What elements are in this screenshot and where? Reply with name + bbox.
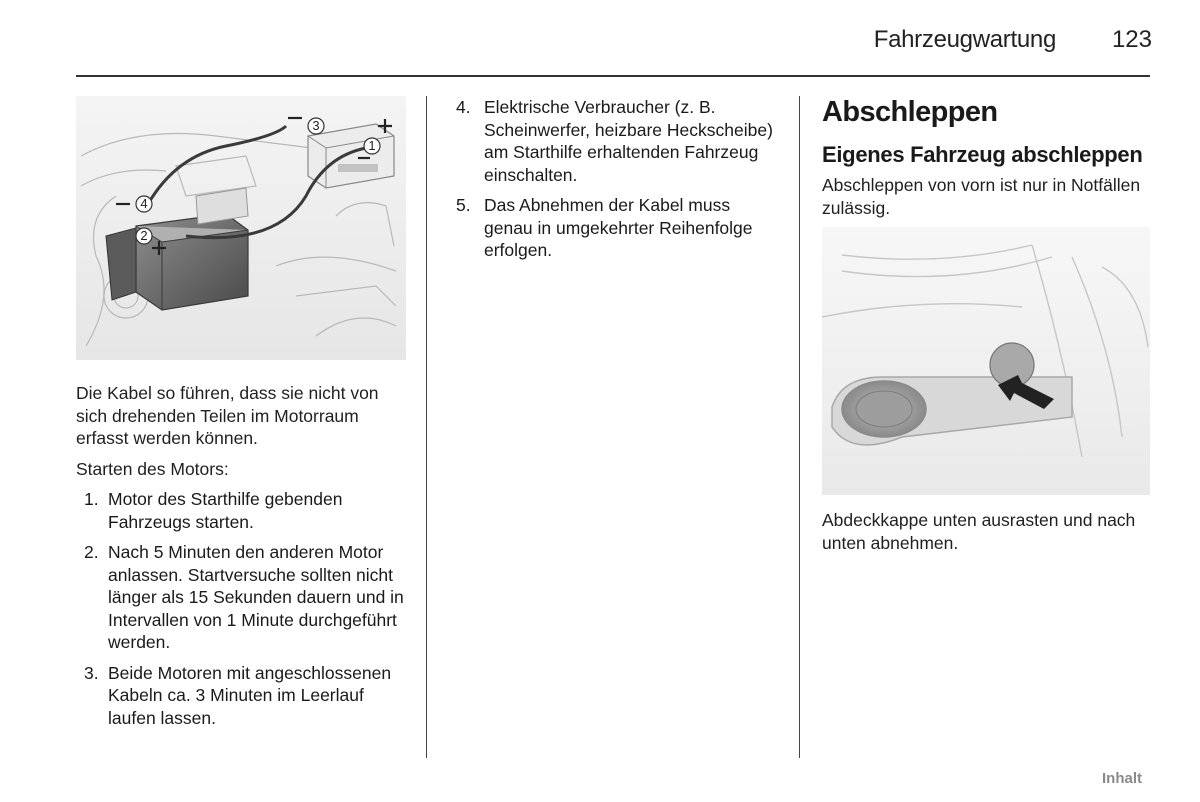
list-item: 1. Motor des Starthilfe gebenden Fahrzeugs starten. <box>84 489 343 532</box>
continue-steps-list <box>456 96 776 262</box>
jump-start-cable-illustration <box>76 96 406 360</box>
column-middle <box>456 96 776 270</box>
column-right <box>822 96 1150 562</box>
column-left <box>76 96 408 737</box>
chapter-title: Fahrzeugwartung <box>873 26 1056 53</box>
list-item: 3. Beide Motoren mit angeschlossenen Kabeln ca. 3 Minuten im Leerlauf laufen lassen. <box>84 662 392 728</box>
contents-link[interactable]: Inhalt <box>1102 770 1142 787</box>
towing-note: Abschleppen von vorn ist nur in Notfällen zulässig. <box>822 175 1141 218</box>
section-heading: Abschleppen <box>822 96 998 128</box>
callout-1 <box>364 138 380 154</box>
subsection-heading: Eigenes Fahrzeug abschleppen <box>822 142 1143 167</box>
svg-text:1: 1 <box>368 138 376 153</box>
tow-eye-cover-illustration <box>822 227 1150 495</box>
cable-routing-note: Die Kabel so führen, dass sie nicht von sich drehenden Teilen im Motorraum erfasst werden können. <box>76 383 379 448</box>
engine-start-heading: Starten des Motors: <box>76 458 229 479</box>
cover-removal-note: Abdeckkappe unten ausrasten und nach unten abnehmen. <box>822 510 1136 553</box>
start-steps-list <box>76 488 408 729</box>
svg-text:2: 2 <box>140 228 148 243</box>
column-divider-left <box>426 96 427 758</box>
list-item: 2. Nach 5 Minuten den anderen Motor anlassen. Startversuche sollten nicht länger als 15 Sekunden dauern und in Intervallen von 1 Minute durchgeführt werden. <box>84 542 404 652</box>
header-divider <box>76 75 1150 77</box>
list-item: 4. Elektrische Verbraucher (z. B. Scheinwerfer, heizbare Heckscheibe) am Starthilfe erhaltenden Fahrzeug einschalten. <box>456 97 773 185</box>
column-divider-right <box>799 96 800 758</box>
svg-text:4: 4 <box>140 196 148 211</box>
list-item: 5. Das Abnehmen der Kabel muss genau in umgekehrter Reihenfolge erfolgen. <box>456 195 753 260</box>
callout-4 <box>136 196 152 212</box>
callout-2 <box>136 228 152 244</box>
donor-battery <box>308 124 394 188</box>
svg-text:3: 3 <box>312 118 320 133</box>
callout-3 <box>308 118 324 134</box>
page-number: 123 <box>1111 26 1152 53</box>
